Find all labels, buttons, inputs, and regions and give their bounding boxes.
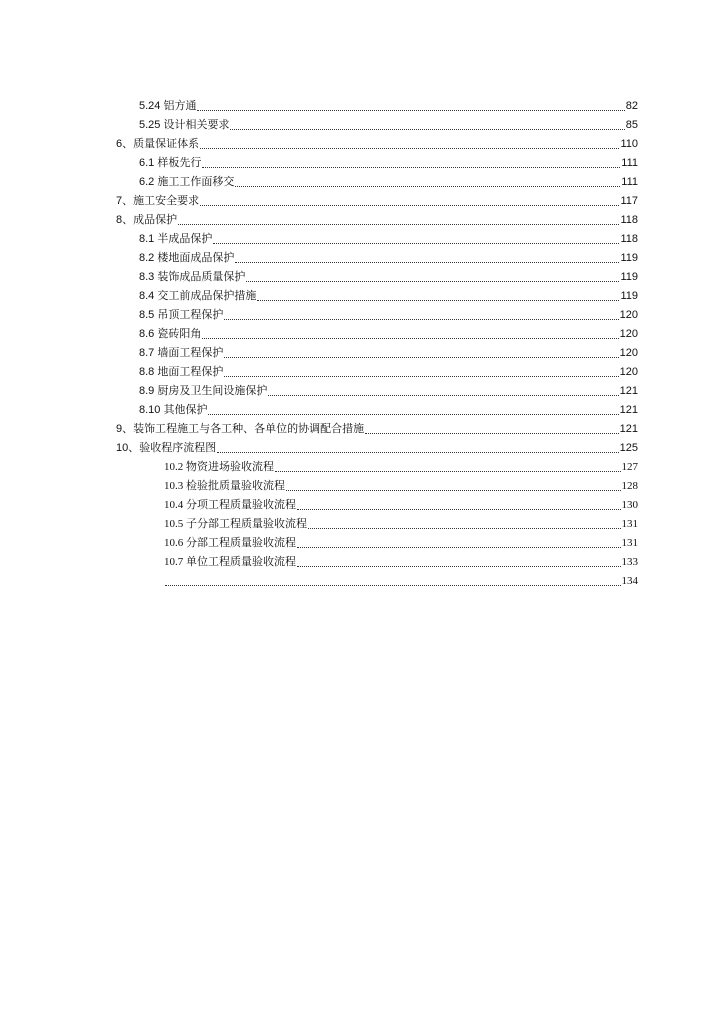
toc-entry[interactable] (116, 209, 638, 228)
toc-page-number: 120 (619, 309, 638, 321)
toc-entry-label: 10.6 分部工程质量验收流程 (164, 537, 296, 549)
toc-page-number: 121 (619, 423, 638, 435)
toc-entry-label: 8.3 装饰成品质量保护 (139, 271, 246, 283)
toc-page-number: 131 (621, 518, 638, 530)
dot-leader (213, 242, 619, 244)
toc-entry-label: 8.5 吊顶工程保护 (139, 309, 224, 321)
toc-entry-label: 8.9 厨房及卫生间设施保护 (139, 385, 268, 397)
toc-page-number: 121 (619, 404, 638, 416)
toc-entry-label: 8.7 墙面工程保护 (139, 347, 224, 359)
toc-page-number: 125 (619, 442, 638, 454)
toc-entry[interactable] (116, 399, 638, 418)
toc-entry[interactable] (116, 323, 638, 342)
toc-page-number: 110 (620, 138, 638, 150)
toc-entry[interactable] (116, 342, 638, 361)
toc-entry-label: 6.1 样板先行 (139, 157, 202, 169)
toc-entry-label: 6.2 施工工作面移交 (139, 176, 235, 188)
toc-entry-label: 5.25 设计相关要求 (139, 119, 230, 131)
toc-entry[interactable] (116, 133, 638, 152)
dot-leader (246, 280, 619, 282)
toc-entry-label: 10.2 物资进场验收流程 (164, 461, 274, 473)
toc-entry-label: 9、装饰工程施工与各工种、各单位的协调配合措施 (116, 423, 365, 435)
toc-entry-label: 8.10 其他保护 (139, 404, 208, 416)
toc-entry-label: 10.3 检验批质量验收流程 (164, 480, 285, 492)
toc-entry-label: 7、施工安全要求 (116, 195, 200, 207)
dot-leader (224, 318, 618, 320)
dot-leader (257, 299, 619, 301)
toc-page-number: 82 (625, 100, 638, 112)
toc-page-number: 128 (621, 480, 638, 492)
toc-entry[interactable] (116, 456, 638, 475)
toc-entry[interactable] (116, 95, 638, 114)
toc-page-number: 118 (620, 233, 638, 245)
dot-leader (297, 565, 621, 567)
toc-page-number: 118 (620, 214, 638, 226)
toc-entry[interactable] (116, 475, 638, 494)
dot-leader (235, 261, 619, 263)
toc-page-number: 119 (620, 290, 638, 302)
toc-entry-label: 8、成品保护 (116, 214, 178, 226)
toc-page-number: 120 (619, 366, 638, 378)
toc-page-number: 120 (619, 328, 638, 340)
toc-entry[interactable] (116, 304, 638, 323)
dot-leader (200, 147, 619, 149)
toc-entry[interactable] (116, 266, 638, 285)
toc-page-number: 130 (621, 499, 638, 511)
toc-page-number: 111 (621, 176, 638, 188)
toc-entry-label: 6、质量保证体系 (116, 138, 200, 150)
toc-page-number: 121 (619, 385, 638, 397)
dot-leader (308, 527, 621, 529)
toc-page-number: 119 (620, 252, 638, 264)
toc-entry-label: 8.6 瓷砖阳角 (139, 328, 202, 340)
toc-page-number: 127 (621, 461, 638, 473)
dot-leader (286, 489, 621, 491)
dot-leader (235, 185, 620, 187)
dot-leader (200, 204, 619, 206)
toc-entry-label: 10.4 分项工程质量验收流程 (164, 499, 296, 511)
dot-leader (275, 470, 621, 472)
toc-entry-label: 5.24 铝方通 (139, 100, 197, 112)
dot-leader (297, 508, 621, 510)
toc-entry[interactable] (116, 418, 638, 437)
toc-entry[interactable] (116, 361, 638, 380)
toc-entry[interactable] (116, 171, 638, 190)
toc-page-number: 85 (625, 119, 638, 131)
toc-entry[interactable] (116, 380, 638, 399)
toc-entry[interactable] (116, 247, 638, 266)
toc-entry-label: 10、验收程序流程图 (116, 442, 217, 454)
dot-leader (208, 413, 618, 415)
toc-entry-label: 8.4 交工前成品保护措施 (139, 290, 257, 302)
toc-entry-label: 10.7 单位工程质量验收流程 (164, 556, 296, 568)
toc-page-number: 131 (621, 537, 638, 549)
toc-entry[interactable] (116, 494, 638, 513)
toc-entry[interactable] (116, 532, 638, 551)
toc-entry[interactable] (116, 152, 638, 171)
toc-entry[interactable] (116, 190, 638, 209)
dot-leader (178, 223, 619, 225)
toc-entry[interactable] (116, 551, 638, 570)
toc-page-number: 120 (619, 347, 638, 359)
dot-leader (230, 128, 624, 130)
dot-leader (202, 166, 620, 168)
dot-leader (268, 394, 618, 396)
table-of-contents (116, 95, 638, 589)
toc-entry-label: 8.2 楼地面成品保护 (139, 252, 235, 264)
toc-page-number: 119 (620, 271, 638, 283)
toc-entry[interactable] (116, 228, 638, 247)
toc-entry-label: 8.1 半成品保护 (139, 233, 213, 245)
toc-entry[interactable] (116, 513, 638, 532)
dot-leader (365, 432, 619, 434)
toc-page-number: 134 (621, 575, 638, 587)
toc-entry[interactable] (116, 285, 638, 304)
toc-entry-label: 10.5 子分部工程质量验收流程 (164, 518, 307, 530)
dot-leader (224, 375, 618, 377)
dot-leader (224, 356, 618, 358)
toc-entry[interactable] (116, 114, 638, 133)
toc-entry[interactable] (116, 437, 638, 456)
toc-page-number: 133 (621, 556, 638, 568)
toc-entry[interactable] (116, 570, 638, 589)
dot-leader (165, 584, 621, 586)
dot-leader (217, 451, 618, 453)
dot-leader (297, 546, 621, 548)
toc-page-number: 111 (621, 157, 638, 169)
dot-leader (202, 337, 618, 339)
dot-leader (197, 109, 624, 111)
toc-page-number: 117 (620, 195, 638, 207)
toc-entry-label: 8.8 地面工程保护 (139, 366, 224, 378)
